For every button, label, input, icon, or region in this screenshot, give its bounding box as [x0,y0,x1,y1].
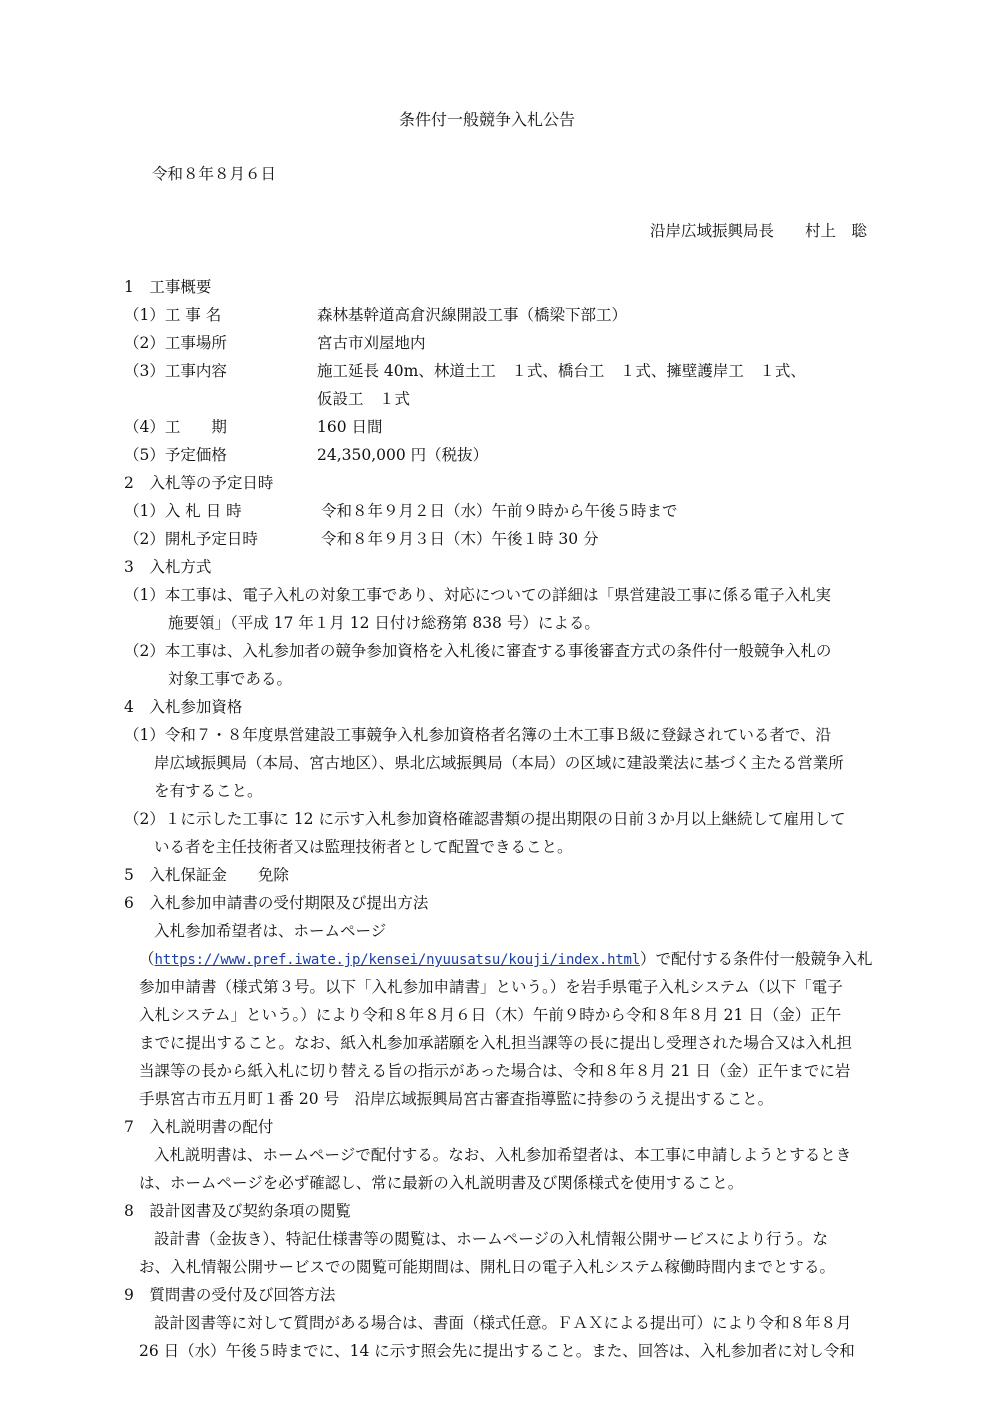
section-1-heading: 1 工事概要 [124,278,212,296]
s1-label: （5）予定価格 [124,446,227,464]
s7-line: 入札説明書は、ホームページで配付する。なお、入札参加希望者は、本工事に申請しようとするとき [154,1146,852,1164]
s2-value: 令和８年９月２日（水）午前９時から午後５時まで [321,502,678,520]
section-7-heading: 7 入札説明書の配付 [124,1118,274,1136]
notice-date: 令和８年８月６日 [152,165,277,183]
s1-label: （3）工事内容 [124,362,227,380]
section-6-heading: 6 入札参加申請書の受付期限及び提出方法 [124,894,429,912]
s6-line-rest: ）で配付する条件付一般競争入札 [640,950,873,968]
s6-line: 入札参加希望者は、ホームページ [154,922,387,940]
s1-value: 施工延長 40m、林道土工 １式、橋台工 １式、擁壁護岸工 １式、 [317,362,806,380]
s4-line: 岸広域振興局（本局、宮古地区）、県北広域振興局（本局）の区域に建設業法に基づく主たる営業所 [154,754,844,772]
s1-value: 24,350,000 円（税抜） [317,446,489,464]
s6-line: までに提出すること。なお、紙入札参加承諾願を入札担当課等の長に提出し受理された場合又は入札担 [139,1034,853,1052]
s3-line: （1）本工事は、電子入札の対象工事であり、対応についての詳細は「県営建設工事に係る電子入札実 [124,586,832,604]
s2-label: （1）入 札 日 時 [124,502,242,520]
s4-line: （2）１に示した工事に 12 に示す入札参加資格確認書類の提出期限の日前３か月以上継続して雇用して [124,810,846,828]
section-3-heading: 3 入札方式 [124,558,212,576]
s2-label: （2）開札予定日時 [124,530,258,548]
homepage-link[interactable]: https://www.pref.iwate.jp/kensei/nyuusatsu/kouji/index.html [154,952,641,968]
section-9-heading: 9 質問書の受付及び回答方法 [124,1286,336,1304]
s3-line: （2）本工事は、入札参加者の競争参加資格を入札後に審査する事後審査方式の条件付一般競争入札の [124,642,832,660]
s1-value: 仮設工 １式 [317,390,411,408]
s3-line: 施要領」（平成 17 年１月 12 日付け総務第 838 号）による。 [168,614,600,632]
section-4-heading: 4 入札参加資格 [124,698,243,716]
s1-label: （4）工 期 [124,418,227,436]
s6-line: 入札システム」という。）により令和８年８月６日（木）午前９時から令和８年８月 21 日（金）正午 [139,1006,842,1024]
section-8-heading: 8 設計図書及び契約条項の閲覧 [124,1202,351,1220]
s6-line: 当課等の長から紙入札に切り替える旨の指示があった場合は、令和８年８月 21 日（金）正午までに岩 [139,1062,851,1080]
issuer: 沿岸広域振興局長 村上 聡 [649,222,867,240]
s2-value: 令和８年９月３日（木）午後１時 30 分 [321,530,599,548]
s1-label: （1）工 事 名 [124,306,222,324]
s6-line: 手県宮古市五月町１番 20 号 沿岸広域振興局宮古審査指導監に持参のうえ提出すること。 [139,1090,774,1108]
s4-line: を有すること。 [154,782,263,800]
s4-line: （1）令和７・８年度県営建設工事競争入札参加資格者名簿の土木工事Ｂ級に登録されている者で、沿 [124,726,832,744]
s3-line: 対象工事である。 [168,670,293,688]
section-5-heading: 5 入札保証金 免除 [124,866,289,884]
s1-value: 160 日間 [317,418,383,436]
s6-open-paren: （ [139,950,155,968]
s7-line: は、ホームページを必ず確認し、常に最新の入札説明書及び関係様式を使用すること。 [139,1174,744,1192]
s6-line: 参加申請書（様式第３号。以下「入札参加申請書」という。）を岩手県電子入札システム（以下「電子 [139,978,843,996]
s4-line: いる者を主任技術者又は監理技術者として配置できること。 [154,838,573,856]
s1-value: 森林基幹道高倉沢線開設工事（橋梁下部工） [317,306,628,324]
s1-label: （2）工事場所 [124,334,227,352]
s8-line: お、入札情報公開サービスでの閲覧可能期間は、開札日の電子入札システム稼働時間内までとする。 [139,1258,835,1276]
document-title: 条件付一般競争入札公告 [399,110,576,129]
s1-value: 宮古市刈屋地内 [317,334,426,352]
s8-line: 設計書（金抜き）、特記仕様書等の閲覧は、ホームページの入札情報公開サービスにより行う。な [154,1230,828,1248]
s9-line: 26 日（水）午後５時までに、14 に示す照会先に提出すること。また、回答は、入札参加者に対し令和 [139,1342,855,1360]
section-2-heading: 2 入札等の予定日時 [124,474,274,492]
s9-line: 設計図書等に対して質問がある場合は、書面（様式任意。ＦＡＸによる提出可）により令和８年８月 [154,1314,852,1332]
s6-url-line [139,949,873,970]
